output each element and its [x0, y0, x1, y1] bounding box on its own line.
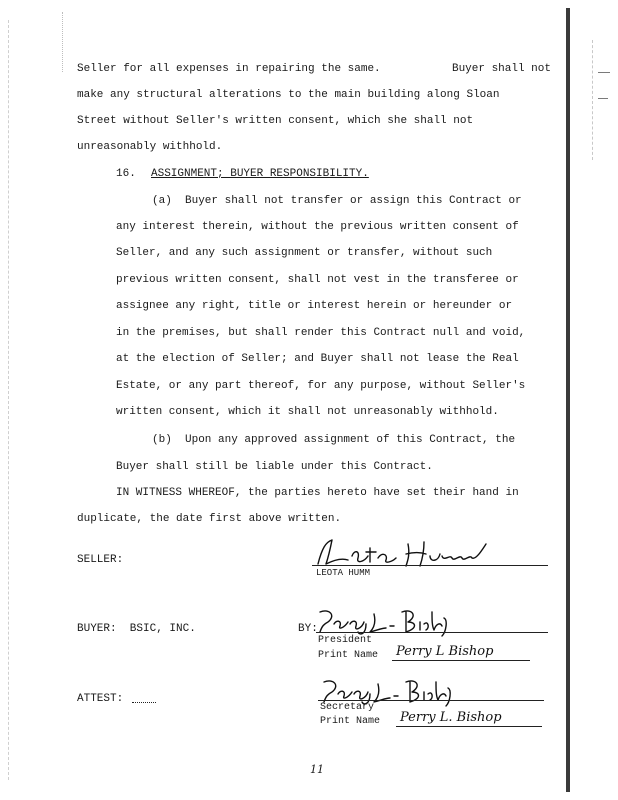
buyer-label: BUYER: BSIC, INC. [77, 623, 196, 635]
scan-edge-right-faint [592, 40, 593, 160]
print-name-line [396, 726, 542, 727]
body-line: (a) Buyer shall not transfer or assign this Contract or [152, 195, 522, 207]
secretary-title: Secretary [320, 702, 375, 713]
body-line: Estate, or any part thereof, for any purpose, without Seller's [116, 380, 526, 392]
attest-label: ATTEST: [77, 693, 124, 705]
print-name-label: Print Name [318, 650, 379, 661]
seller-label: SELLER: [77, 554, 124, 566]
seller-name: LEOTA HUMM [316, 568, 371, 578]
print-name-line [392, 660, 530, 661]
body-line: written consent, which it shall not unreasonably withhold. [116, 406, 499, 418]
section-title: ASSIGNMENT; BUYER RESPONSIBILITY. [151, 168, 369, 180]
scan-edge-right [566, 8, 570, 792]
body-line: at the election of Seller; and Buyer shall not lease the Real [116, 353, 519, 365]
print-name-label: Print Name [320, 716, 381, 727]
president-title: President [318, 635, 373, 646]
page-number: 11 [310, 763, 324, 776]
signature-line [312, 565, 548, 566]
body-line: previous written consent, shall not vest in the transferee or [116, 274, 519, 286]
scan-mark [598, 98, 608, 99]
body-line: unreasonably withhold. [77, 141, 223, 153]
body-line: (b) Upon any approved assignment of this Contract, the [152, 434, 516, 446]
section-number: 16. [116, 168, 136, 180]
body-line: Buyer shall still be liable under this Contract. [116, 461, 433, 473]
signature-line [316, 632, 548, 633]
body-line: duplicate, the date first above written. [77, 513, 342, 525]
body-line: make any structural alterations to the main building along Sloan [77, 89, 500, 101]
body-line: any interest therein, without the previous written consent of [116, 221, 519, 233]
scan-mark [598, 72, 610, 73]
scan-edge-left-faint [62, 12, 63, 72]
print-name-value: Perry L Bishop [396, 644, 494, 659]
body-line: in the premises, but shall render this Contract null and void, [116, 327, 526, 339]
body-line: Seller for all expenses in repairing the same. Buyer shall not [77, 63, 551, 75]
by-label: BY: [298, 623, 318, 635]
signature-line [318, 700, 544, 701]
body-line: IN WITNESS WHEREOF, the parties hereto have set their hand in [116, 487, 519, 499]
body-line: Street without Seller's written consent, which she shall not [77, 115, 474, 127]
body-line: Seller, and any such assignment or transfer, without such [116, 247, 493, 259]
print-name-value: Perry L. Bishop [400, 710, 502, 725]
body-line: assignee any right, title or interest herein or hereunder or [116, 300, 513, 312]
attest-line [132, 702, 156, 703]
scan-edge-left [8, 20, 9, 780]
